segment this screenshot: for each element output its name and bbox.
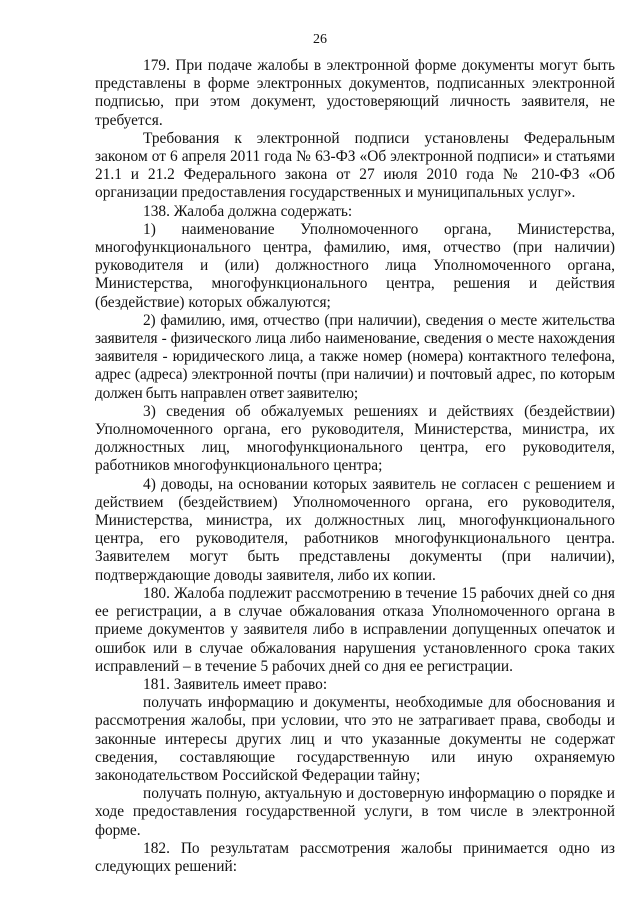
page-number: 26 xyxy=(313,32,327,47)
list-item-2: 2) фамилию, имя, отчество (при наличии), сведения о месте жительства заявителя - физического лица либо наименование, сведения о месте нахождения заявителя - юридического лица, а также номер (номера) контактного телефона, адрес (адреса) электронной почты (при наличии) и почтовый адрес, по которым должен быть направлен ответ заявителю; xyxy=(95,311,615,402)
list-item-1: 1) наименование Уполномоченного органа, Министерства, многофункционального центра, фамилию, имя, отчество (при наличии) руководителя и (или) должностного лица Уполномоченного органа, Министерства, многофункционального центра, решения и действия (бездействие) которых обжалуются; xyxy=(95,220,615,311)
right-item-progress: получать полную, актуальную и достоверную информацию о порядке и ходе предоставления государственной услуги, в том числе в электронной форме. xyxy=(95,785,615,839)
paragraph-signature-requirements: Требования к электронной подписи установлены Федеральным законом от 6 апреля 2011 года № 63-ФЗ «Об электронной подписи» и статьями 21.1 и 21.2 Федерального закона от 27 июля 2010 года № 210-ФЗ «Об организации предоставления государственных и муниципальных услуг». xyxy=(95,129,615,202)
list-item-3: 3) сведения об обжалуемых решениях и действиях (бездействии) Уполномоченного органа, его руководителя, Министерства, министра, их должностных лиц, многофункционального центра, его руководителя, работников многофункционального центра; xyxy=(95,402,615,475)
paragraph-180: 180. Жалоба подлежит рассмотрению в течение 15 рабочих дней со дня ее регистрации, а в случае обжалования отказа Уполномоченного органа в приеме документов у заявителя либо в исправлении допущенных опечаток и ошибок или в случае обжалования нарушения установленного срока таких исправлений – в течение 5 рабочих дней со дня ее регистрации. xyxy=(95,584,615,675)
paragraph-181: 181. Заявитель имеет право: xyxy=(143,675,328,693)
paragraph-179: 179. При подаче жалобы в электронной форме документы могут быть представлены в форме электронных документов, подписанных электронной подписью, при этом документ, удостоверяющий личность заявителя, не требуется. xyxy=(95,57,615,129)
right-item-information: получать информацию и документы, необходимые для обоснования и рассмотрения жалобы, при условии, что это не затрагивает права, свободы и законные интересы других лиц и что указанные документы не содержат сведения, составляющие государственную или иную охраняемую законодательством Российской Федерации тайну; xyxy=(95,694,615,784)
paragraph-182: 182. По результатам рассмотрения жалобы принимается одно из следующих решений: xyxy=(95,839,615,875)
list-item-4: 4) доводы, на основании которых заявитель не согласен с решением и действием (бездействием) Уполномоченного органа, его руководителя, Министерства, министра, их должностных лиц, многофункционального центра, его руководителя, работников многофункционального центра. Заявителем могут быть представлены документы (при наличии), подтверждающие доводы заявителя, либо их копии. xyxy=(95,475,615,584)
document-body xyxy=(95,57,615,876)
paragraph-138: 138. Жалоба должна содержать: xyxy=(143,202,353,220)
